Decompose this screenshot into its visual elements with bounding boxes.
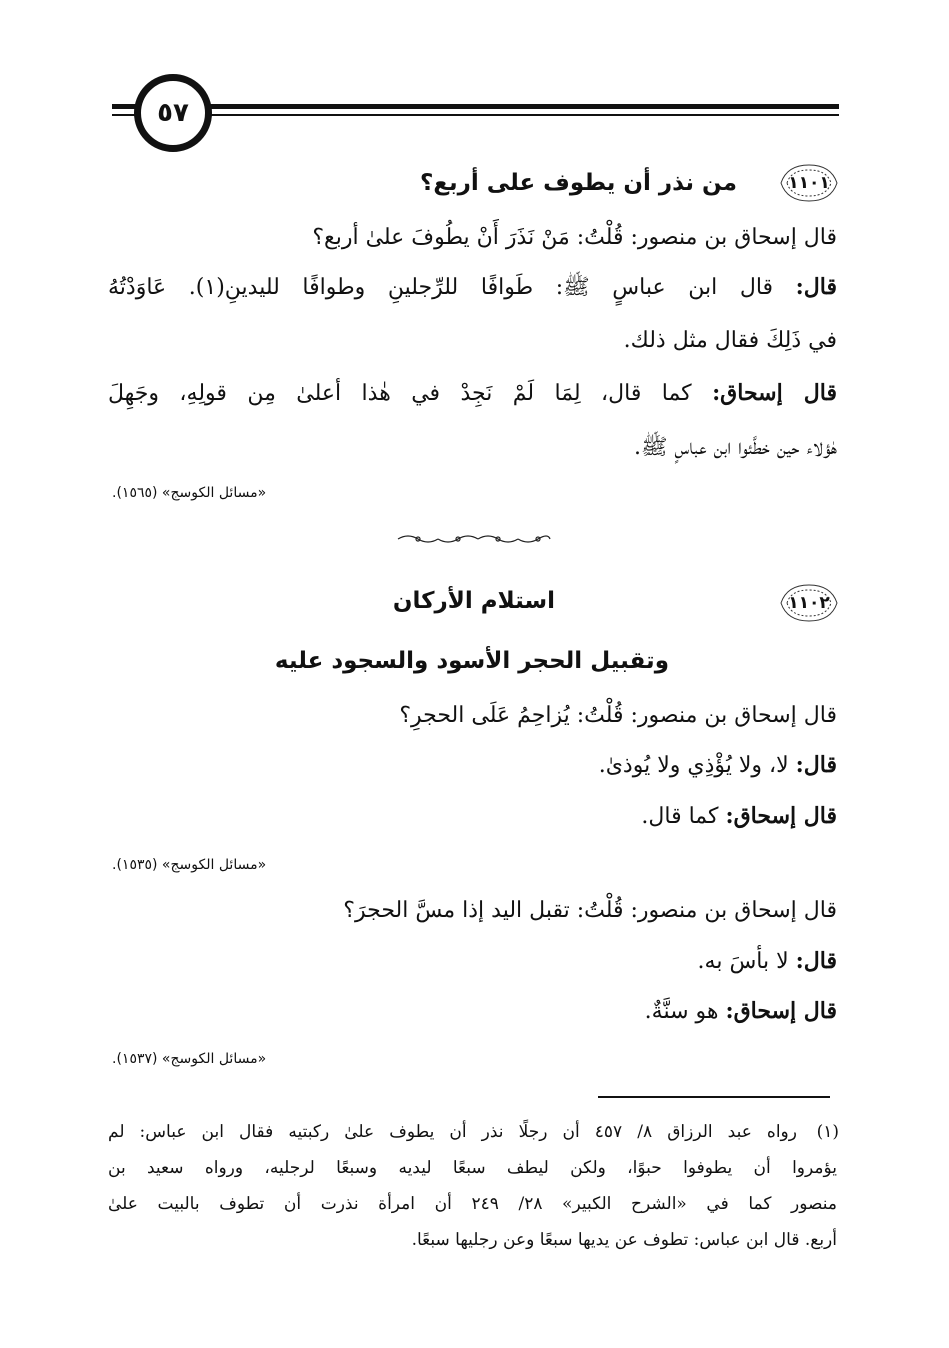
- text-line: [108, 380, 837, 407]
- line-text: كما قال.: [641, 804, 726, 829]
- footnote-line: أربع. قال ابن عباس: تطوف عن يديها سبعًا وعن رجليها سبعًا.: [411, 1230, 837, 1250]
- source-citation: «مسائل الكوسج» (١٥٦٥).: [112, 485, 267, 501]
- line-text: كما قال، لِمَا لَمْ نَجِدْ في هٰذا أعلىٰ مِن قولِهِ، وجَهِلَ: [108, 381, 713, 406]
- section-title: استلام الأركان: [392, 588, 555, 614]
- section-subtitle: وتقبيل الحجر الأسود والسجود عليه: [274, 648, 669, 674]
- source-citation: «مسائل الكوسج» (١٥٣٧).: [112, 1051, 267, 1067]
- text-line: [645, 998, 837, 1025]
- text-line: [641, 803, 837, 830]
- footnote-rule: [598, 1096, 830, 1098]
- line-text: قال إسحاق بن منصور: قُلْتُ: يُزاحِمُ عَلَى الحجرِ؟: [399, 703, 837, 728]
- line-text: في ذَلِكَ فقال مثل ذلك.: [623, 328, 837, 353]
- footnote-line: يؤمروا أن يطوفوا حبوًا، ولكن ليطف سبعًا ليديه وسبعًا لرجليه، ورواه سعيد بن: [108, 1158, 837, 1178]
- text-line: [599, 752, 837, 779]
- line-text: هو سنَّةٌ.: [644, 999, 726, 1024]
- line-text: لا، ولا يُؤْذِي ولا يُوذىٰ.: [598, 753, 796, 778]
- line-text: قال إسحاق بن منصور: قُلْتُ: تقبل اليد إذا مسَّ الحجرَ؟: [343, 898, 837, 923]
- text-line: [108, 274, 837, 301]
- header-rule: [112, 104, 839, 109]
- text-line: [624, 327, 837, 354]
- footnote-line: منصور كما في «الشرح الكبير» ٢٨/ ٢٤٩ أن امرأة نذرت أن تطوف بالبيت علىٰ: [108, 1194, 838, 1214]
- speaker-label: قال:: [795, 752, 837, 778]
- footnote-line: رواه عبد الرزاق ٨/ ٤٥٧ أن رجلًا نذر أن يطوف علىٰ ركبتيه فقال ابن عباس: لم: [108, 1122, 797, 1142]
- section-number: ١١٠١: [788, 173, 830, 193]
- line-text: هٰؤلاء حين خطَّئوا ابن عباسٍ ﷺ.: [633, 435, 837, 460]
- section-number-ornament: [777, 161, 841, 205]
- line-text: قال ابن عباسٍ ﷺ: طَوافًا للرِّجلينِ وطوافًا لليدينِ(١). عَاوَدْتُهُ: [108, 275, 796, 300]
- section-number-ornament: [777, 581, 841, 625]
- divider-ornament-icon: [394, 532, 554, 546]
- speaker-label: قال إسحاق:: [712, 380, 837, 406]
- speaker-label: قال:: [795, 274, 837, 300]
- line-text: قال إسحاق بن منصور: قُلْتُ: مَنْ نَذَرَ أَنْ يطُوفَ علىٰ أربع؟: [312, 225, 837, 250]
- source-citation: «مسائل الكوسج» (١٥٣٥).: [112, 857, 267, 873]
- text-line: [634, 434, 837, 461]
- text-line: [399, 702, 837, 729]
- header-rule-thin: [112, 114, 839, 116]
- speaker-label: قال إسحاق:: [725, 998, 837, 1024]
- text-line: [698, 948, 837, 975]
- page-number: ٥٧: [134, 74, 212, 152]
- section-number: ١١٠٢: [788, 593, 830, 613]
- text-line: [312, 224, 837, 251]
- text-line: [343, 897, 837, 924]
- line-text: لا بأسَ به.: [697, 949, 796, 974]
- speaker-label: قال إسحاق:: [725, 803, 837, 829]
- speaker-label: قال:: [795, 948, 837, 974]
- section-title: من نذر أن يطوف على أربع؟: [419, 170, 737, 196]
- footnote-marker: (١): [816, 1122, 839, 1142]
